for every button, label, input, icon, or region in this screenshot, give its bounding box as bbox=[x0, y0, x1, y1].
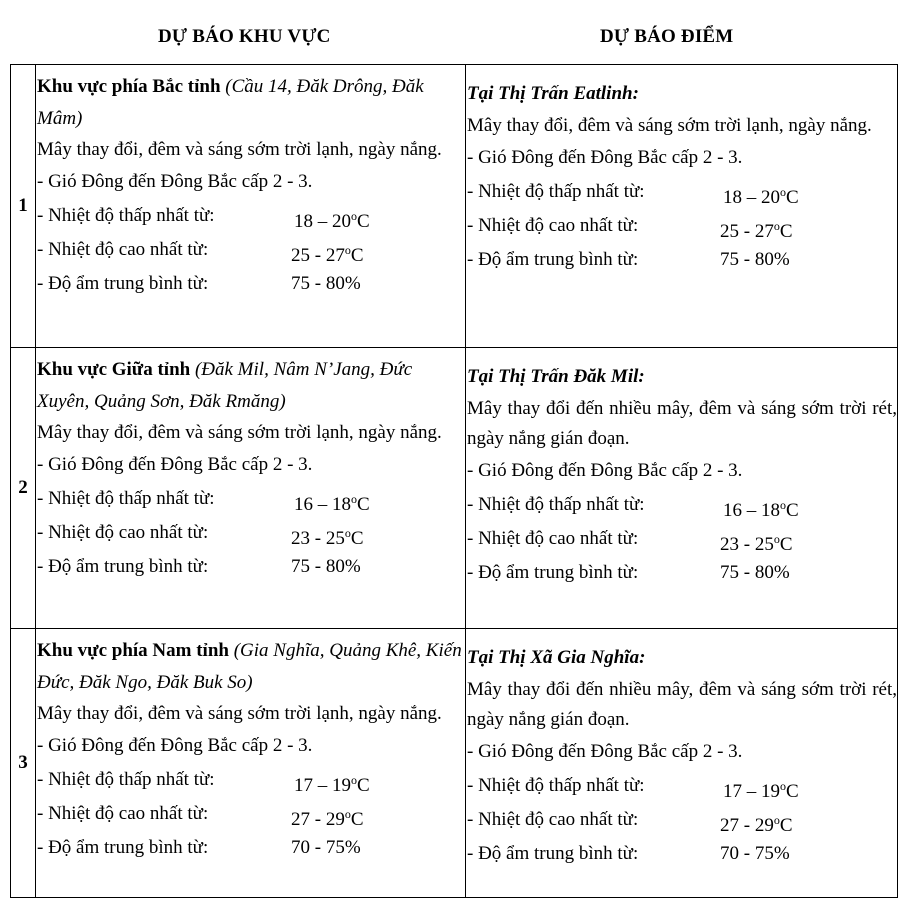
row-number: 3 bbox=[11, 629, 36, 898]
area-forecast-cell bbox=[36, 65, 466, 348]
tmax-label: - Nhiệt độ cao nhất từ: bbox=[467, 809, 639, 830]
tmin-line bbox=[37, 763, 465, 797]
weather-description: Mây thay đổi, đêm và sáng sớm trời lạnh, ngày nắng. bbox=[467, 115, 872, 136]
tmax-label: - Nhiệt độ cao nhất từ: bbox=[37, 803, 209, 824]
tmin-line bbox=[37, 199, 465, 233]
tmax-value: 23 - 25$^o$C bbox=[291, 526, 364, 549]
humidity-line bbox=[37, 267, 465, 301]
point-title: Tại Thị Trấn Eatlinh: bbox=[467, 83, 639, 104]
tmax-label: - Nhiệt độ cao nhất từ: bbox=[37, 522, 209, 543]
tmin-line bbox=[467, 488, 897, 522]
region-places: (Gia Nghĩa, Quảng Khê, Kiến Đức, Đăk Ngo, Đăk Buk So) bbox=[37, 640, 462, 693]
humidity-value: 75 - 80% bbox=[291, 273, 361, 294]
area-forecast-cell bbox=[36, 629, 466, 898]
point-forecast-cell bbox=[466, 348, 898, 629]
tmin-value: 18 – 20$^o$C bbox=[294, 209, 370, 232]
tmax-line bbox=[467, 522, 897, 556]
table-row bbox=[11, 348, 898, 629]
humidity-label: - Độ ẩm trung bình từ: bbox=[37, 273, 209, 294]
area-title bbox=[37, 71, 465, 135]
tmax-value: 27 - 29$^o$C bbox=[720, 813, 793, 836]
humidity-line bbox=[37, 831, 465, 865]
tmin-value: 17 – 19$^o$C bbox=[723, 779, 799, 802]
tmax-value: 27 - 29$^o$C bbox=[291, 807, 364, 830]
point-forecast-cell bbox=[466, 629, 898, 898]
weather-description: Mây thay đổi đến nhiều mây, đêm và sáng sớm trời rét, ngày nắng gián đoạn. bbox=[467, 679, 897, 730]
tmin-value: 16 – 18$^o$C bbox=[723, 498, 799, 521]
humidity-value: 70 - 75% bbox=[720, 843, 790, 864]
humidity-line bbox=[467, 243, 897, 277]
wind-line: - Gió Đông đến Đông Bắc cấp 2 - 3. bbox=[37, 171, 313, 192]
humidity-value: 75 - 80% bbox=[720, 249, 790, 270]
humidity-line bbox=[37, 550, 465, 584]
header-area-forecast: DỰ BÁO KHU VỰC bbox=[158, 26, 331, 47]
tmin-value: 17 – 19$^o$C bbox=[294, 773, 370, 796]
tmax-label: - Nhiệt độ cao nhất từ: bbox=[37, 239, 209, 260]
wind-line: - Gió Đông đến Đông Bắc cấp 2 - 3. bbox=[467, 460, 743, 481]
tmin-line bbox=[467, 769, 897, 803]
area-title bbox=[37, 354, 465, 418]
humidity-label: - Độ ẩm trung bình từ: bbox=[37, 837, 209, 858]
wind-line: - Gió Đông đến Đông Bắc cấp 2 - 3. bbox=[37, 735, 313, 756]
wind-line: - Gió Đông đến Đông Bắc cấp 2 - 3. bbox=[467, 147, 743, 168]
tmin-value: 18 – 20$^o$C bbox=[723, 185, 799, 208]
area-forecast-cell bbox=[36, 348, 466, 629]
tmax-line bbox=[37, 516, 465, 550]
point-title: Tại Thị Xã Gia Nghĩa: bbox=[467, 647, 646, 668]
tmin-label: - Nhiệt độ thấp nhất từ: bbox=[467, 494, 645, 515]
tmax-line bbox=[37, 233, 465, 267]
tmax-label: - Nhiệt độ cao nhất từ: bbox=[467, 215, 639, 236]
region-name: Khu vực phía Nam tỉnh bbox=[37, 640, 229, 661]
tmax-label: - Nhiệt độ cao nhất từ: bbox=[467, 528, 639, 549]
tmax-line bbox=[467, 209, 897, 243]
humidity-value: 75 - 80% bbox=[720, 562, 790, 583]
tmax-value: 25 - 27$^o$C bbox=[720, 219, 793, 242]
wind-line: - Gió Đông đến Đông Bắc cấp 2 - 3. bbox=[37, 454, 313, 475]
table-row bbox=[11, 65, 898, 348]
region-places: (Đăk Mil, Nâm N’Jang, Đức Xuyên, Quảng Sơn, Đăk Rmăng) bbox=[37, 359, 413, 412]
tmin-value: 16 – 18$^o$C bbox=[294, 492, 370, 515]
region-places: (Cầu 14, Đăk Drông, Đăk Mâm) bbox=[37, 76, 424, 129]
header-point-forecast: DỰ BÁO ĐIỂM bbox=[600, 26, 734, 47]
row-number: 2 bbox=[11, 348, 36, 629]
humidity-label: - Độ ẩm trung bình từ: bbox=[467, 562, 639, 583]
weather-description: Mây thay đổi, đêm và sáng sớm trời lạnh, ngày nắng. bbox=[37, 422, 442, 443]
wind-line: - Gió Đông đến Đông Bắc cấp 2 - 3. bbox=[467, 741, 743, 762]
tmin-label: - Nhiệt độ thấp nhất từ: bbox=[467, 775, 645, 796]
humidity-line bbox=[467, 837, 897, 871]
table-row bbox=[11, 629, 898, 898]
humidity-value: 70 - 75% bbox=[291, 837, 361, 858]
row-number: 1 bbox=[11, 65, 36, 348]
area-title bbox=[37, 635, 465, 699]
tmax-value: 25 - 27$^o$C bbox=[291, 243, 364, 266]
humidity-label: - Độ ẩm trung bình từ: bbox=[467, 249, 639, 270]
region-name: Khu vực Giữa tỉnh bbox=[37, 359, 191, 380]
tmax-value: 23 - 25$^o$C bbox=[720, 532, 793, 555]
weather-description: Mây thay đổi, đêm và sáng sớm trời lạnh, ngày nắng. bbox=[37, 139, 442, 160]
humidity-label: - Độ ẩm trung bình từ: bbox=[467, 843, 639, 864]
forecast-table bbox=[10, 64, 898, 898]
tmax-line bbox=[37, 797, 465, 831]
point-title: Tại Thị Trấn Đăk Mil: bbox=[467, 366, 645, 387]
tmin-label: - Nhiệt độ thấp nhất từ: bbox=[467, 181, 645, 202]
weather-description: Mây thay đổi đến nhiều mây, đêm và sáng sớm trời rét, ngày nắng gián đoạn. bbox=[467, 398, 897, 449]
point-forecast-cell bbox=[466, 65, 898, 348]
tmin-line bbox=[467, 175, 897, 209]
humidity-value: 75 - 80% bbox=[291, 556, 361, 577]
tmin-label: - Nhiệt độ thấp nhất từ: bbox=[37, 769, 215, 790]
humidity-line bbox=[467, 556, 897, 590]
humidity-label: - Độ ẩm trung bình từ: bbox=[37, 556, 209, 577]
tmax-line bbox=[467, 803, 897, 837]
tmin-label: - Nhiệt độ thấp nhất từ: bbox=[37, 488, 215, 509]
weather-description: Mây thay đổi, đêm và sáng sớm trời lạnh, ngày nắng. bbox=[37, 703, 442, 724]
region-name: Khu vực phía Bắc tỉnh bbox=[37, 76, 221, 97]
tmin-line bbox=[37, 482, 465, 516]
tmin-label: - Nhiệt độ thấp nhất từ: bbox=[37, 205, 215, 226]
